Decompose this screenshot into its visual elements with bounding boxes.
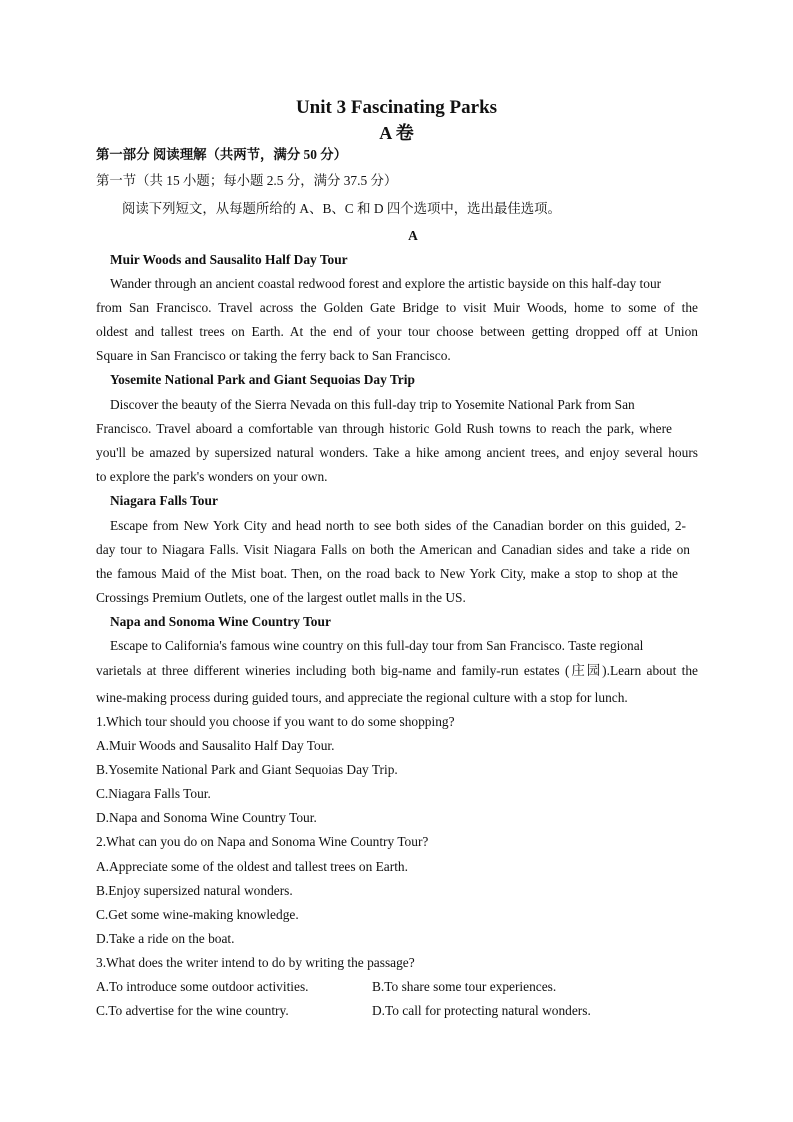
tour-text-line: Square in San Francisco or taking the ferry back to San Francisco.	[96, 348, 451, 363]
tour-text-line: the famous Maid of the Mist boat. Then, on the road back to New York City, make a stop to shop at the	[96, 566, 678, 581]
question-option: D.Napa and Sonoma Wine Country Tour.	[96, 810, 317, 825]
unit-title: Unit 3 Fascinating Parks	[295, 97, 498, 118]
question-stem: 2.What can you do on Napa and Sonoma Wine Country Tour?	[96, 834, 429, 849]
section-heading: 第一节（共 15 小题；每小题 2.5 分，满分 37.5 分）	[96, 173, 398, 188]
tour-text-line: varietals at three different wineries including both big-name and family-run estates (庄园).Learn about the	[96, 663, 698, 678]
paper-label: A 卷	[379, 123, 414, 143]
passage-label: A	[408, 228, 418, 243]
tour-text-line: to explore the park's wonders on your own.	[96, 469, 328, 484]
question-option: B.Enjoy supersized natural wonders.	[96, 883, 293, 898]
tour-text-line: Escape to California's famous wine country on this full-day tour from San Francisco. Taste regional	[110, 638, 644, 653]
tour-text-line: Escape from New York City and head north to see both sides of the Canadian border on this guided, 2-	[110, 518, 686, 533]
tour-text-line: Crossings Premium Outlets, one of the largest outlet malls in the US.	[96, 590, 466, 605]
question-option: C.Niagara Falls Tour.	[96, 786, 211, 801]
question-option: B.Yosemite National Park and Giant Sequoias Day Trip.	[96, 762, 398, 777]
question-option: A.Muir Woods and Sausalito Half Day Tour.	[96, 738, 335, 753]
question-option: A.Appreciate some of the oldest and tallest trees on Earth.	[96, 859, 408, 874]
part-heading: 第一部分 阅读理解（共两节，满分 50 分）	[96, 147, 348, 162]
tour-heading: Napa and Sonoma Wine Country Tour	[110, 614, 331, 629]
tour-text-line: Discover the beauty of the Sierra Nevada on this full-day trip to Yosemite National Park from San	[110, 397, 635, 412]
tour-text-line: day tour to Niagara Falls. Visit Niagara Falls on both the American and Canadian sides and take a ride on	[96, 542, 690, 557]
tour-heading: Yosemite National Park and Giant Sequoias Day Trip	[110, 372, 415, 387]
tour-text-line: Wander through an ancient coastal redwood forest and explore the artistic bayside on this half-day tour	[110, 276, 662, 291]
question-stem: 3.What does the writer intend to do by writing the passage?	[96, 955, 415, 970]
question-stem: 1.Which tour should you choose if you want to do some shopping?	[96, 714, 455, 729]
tour-text-line: wine-making process during guided tours, and appreciate the regional culture with a stop for lunch.	[96, 690, 628, 705]
instructions: 阅读下列短文，从每题所给的 A、B、C 和 D 四个选项中，选出最佳选项。	[122, 201, 561, 216]
question-option: B.To share some tour experiences.	[372, 979, 557, 994]
question-option: C.To advertise for the wine country.	[96, 1003, 289, 1018]
tour-heading: Niagara Falls Tour	[110, 493, 218, 508]
tour-text-line: Francisco. Travel aboard a comfortable van through historic Gold Rush towns to reach the park, where	[96, 421, 672, 436]
question-option: D.Take a ride on the boat.	[96, 931, 235, 946]
question-option: C.Get some wine-making knowledge.	[96, 907, 299, 922]
tour-text-line: from San Francisco. Travel across the Golden Gate Bridge to visit Muir Woods, home to some of the	[96, 300, 698, 315]
question-option: A.To introduce some outdoor activities.	[96, 979, 309, 994]
tour-heading: Muir Woods and Sausalito Half Day Tour	[110, 252, 348, 267]
question-option: D.To call for protecting natural wonders.	[372, 1003, 591, 1018]
tour-text-line: oldest and tallest trees on Earth. At the end of your tour choose between getting dropped off at Union	[96, 324, 698, 339]
tour-text-line: you'll be amazed by supersized natural wonders. Take a hike among ancient trees, and enjoy several hours	[96, 445, 698, 460]
